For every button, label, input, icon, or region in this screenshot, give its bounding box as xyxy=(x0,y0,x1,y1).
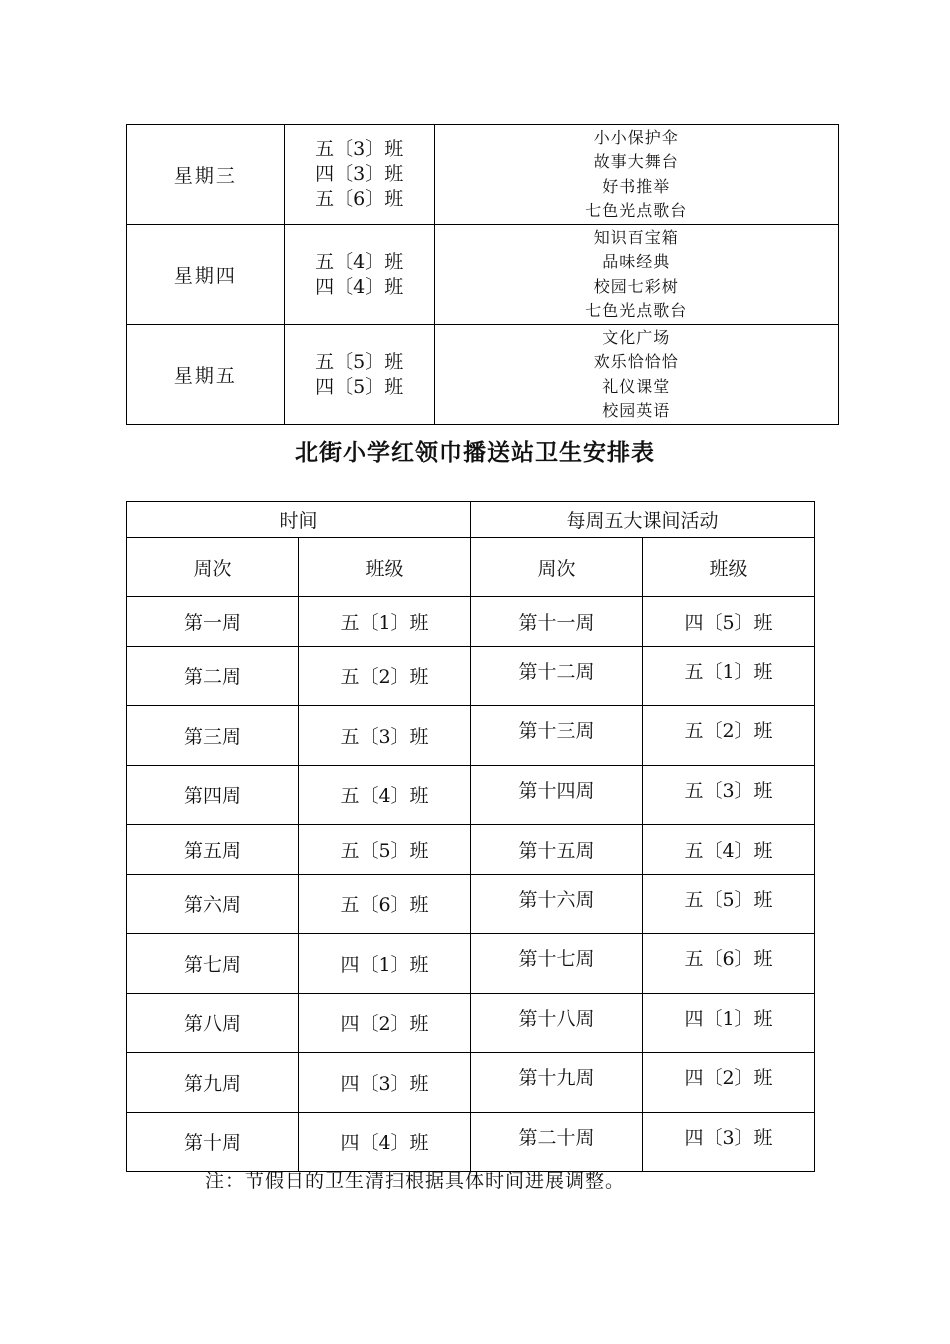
class-name: 五〔5〕班 xyxy=(315,350,404,373)
program-name: 七色光点歌台 xyxy=(585,201,688,220)
classes-cell xyxy=(284,325,434,425)
schedule-row xyxy=(127,125,839,225)
column-header-week: 周次 xyxy=(127,538,299,597)
program-name: 校园七彩树 xyxy=(593,276,679,296)
class-name: 四〔4〕班 xyxy=(315,275,404,298)
class-name: 五〔4〕班 xyxy=(315,250,404,273)
table-row xyxy=(127,706,815,766)
classes-cell xyxy=(284,125,434,225)
table-row xyxy=(127,993,815,1053)
table-row xyxy=(127,1053,815,1113)
group-header-time: 时间 xyxy=(127,502,471,538)
week-cell: 第十二周 xyxy=(471,646,643,706)
class-cell: 五〔3〕班 xyxy=(299,706,471,766)
class-cell: 四〔4〕班 xyxy=(299,1112,471,1172)
week-cell: 第十七周 xyxy=(471,934,643,994)
class-cell: 四〔3〕班 xyxy=(643,1112,815,1172)
program-name: 礼仪课堂 xyxy=(602,376,671,396)
week-cell: 第十四周 xyxy=(471,765,643,825)
table-row xyxy=(127,646,815,706)
class-name: 五〔3〕班 xyxy=(315,138,404,160)
class-cell: 五〔6〕班 xyxy=(299,874,471,934)
class-cell: 四〔1〕班 xyxy=(299,934,471,994)
week-cell: 第六周 xyxy=(127,874,299,934)
class-cell: 五〔1〕班 xyxy=(643,646,815,706)
class-cell: 四〔1〕班 xyxy=(643,993,815,1053)
schedule-row xyxy=(127,325,839,425)
day-cell: 星期五 xyxy=(127,325,285,425)
programs-cell xyxy=(434,325,838,425)
table-row xyxy=(127,874,815,934)
table-row xyxy=(127,934,815,994)
program-name: 文化广场 xyxy=(602,327,671,347)
class-cell: 四〔2〕班 xyxy=(299,993,471,1053)
week-cell: 第一周 xyxy=(127,597,299,647)
class-name: 四〔5〕班 xyxy=(315,375,404,398)
week-cell: 第八周 xyxy=(127,993,299,1053)
class-cell: 五〔4〕班 xyxy=(643,825,815,875)
week-cell: 第五周 xyxy=(127,825,299,875)
program-name: 七色光点歌台 xyxy=(585,301,688,320)
column-header-week: 周次 xyxy=(471,538,643,597)
table-row xyxy=(127,1112,815,1172)
class-cell: 五〔2〕班 xyxy=(643,706,815,766)
class-name: 四〔3〕班 xyxy=(315,163,404,185)
footnote: 注：节假日的卫生清扫根据具体时间进展调整。 xyxy=(205,1170,626,1192)
column-header-class: 班级 xyxy=(299,538,471,597)
class-cell: 四〔3〕班 xyxy=(299,1053,471,1113)
document-title: 北街小学红领巾播送站卫生安排表 xyxy=(295,440,655,466)
class-cell: 五〔4〕班 xyxy=(299,765,471,825)
week-cell: 第十周 xyxy=(127,1112,299,1172)
class-cell: 五〔5〕班 xyxy=(643,874,815,934)
broadcast-schedule-table xyxy=(126,124,839,425)
week-cell: 第七周 xyxy=(127,934,299,994)
class-cell: 五〔1〕班 xyxy=(299,597,471,647)
program-name: 好书推举 xyxy=(602,176,671,196)
class-cell: 五〔3〕班 xyxy=(643,765,815,825)
week-cell: 第三周 xyxy=(127,706,299,766)
week-cell: 第十六周 xyxy=(471,874,643,934)
program-name: 校园英语 xyxy=(602,401,671,420)
week-cell: 第四周 xyxy=(127,765,299,825)
program-name: 小小保护伞 xyxy=(593,127,679,147)
week-cell: 第十三周 xyxy=(471,706,643,766)
table-row xyxy=(127,597,815,647)
programs-cell xyxy=(434,125,838,225)
week-cell: 第十九周 xyxy=(471,1053,643,1113)
classes-cell xyxy=(284,225,434,325)
week-cell: 第九周 xyxy=(127,1053,299,1113)
day-cell: 星期四 xyxy=(127,225,285,325)
day-cell: 星期三 xyxy=(127,125,285,225)
group-header-activity: 每周五大课间活动 xyxy=(471,502,815,538)
table-group-header xyxy=(127,502,815,538)
program-name: 欢乐恰恰恰 xyxy=(593,352,679,371)
week-cell: 第十八周 xyxy=(471,993,643,1053)
column-header-class: 班级 xyxy=(643,538,815,597)
class-cell: 五〔2〕班 xyxy=(299,646,471,706)
schedule-row xyxy=(127,225,839,325)
class-cell: 五〔6〕班 xyxy=(643,934,815,994)
program-name: 故事大舞台 xyxy=(593,152,679,171)
class-name: 五〔6〕班 xyxy=(315,188,404,210)
week-cell: 第二十周 xyxy=(471,1112,643,1172)
class-cell: 四〔5〕班 xyxy=(643,597,815,647)
program-name: 品味经典 xyxy=(602,252,671,271)
table-column-header xyxy=(127,538,815,597)
week-cell: 第十五周 xyxy=(471,825,643,875)
class-cell: 四〔2〕班 xyxy=(643,1053,815,1113)
hygiene-schedule-table xyxy=(126,501,815,1172)
program-name: 知识百宝箱 xyxy=(593,227,679,247)
table-row xyxy=(127,825,815,875)
programs-cell xyxy=(434,225,838,325)
table-row xyxy=(127,765,815,825)
week-cell: 第十一周 xyxy=(471,597,643,647)
week-cell: 第二周 xyxy=(127,646,299,706)
class-cell: 五〔5〕班 xyxy=(299,825,471,875)
